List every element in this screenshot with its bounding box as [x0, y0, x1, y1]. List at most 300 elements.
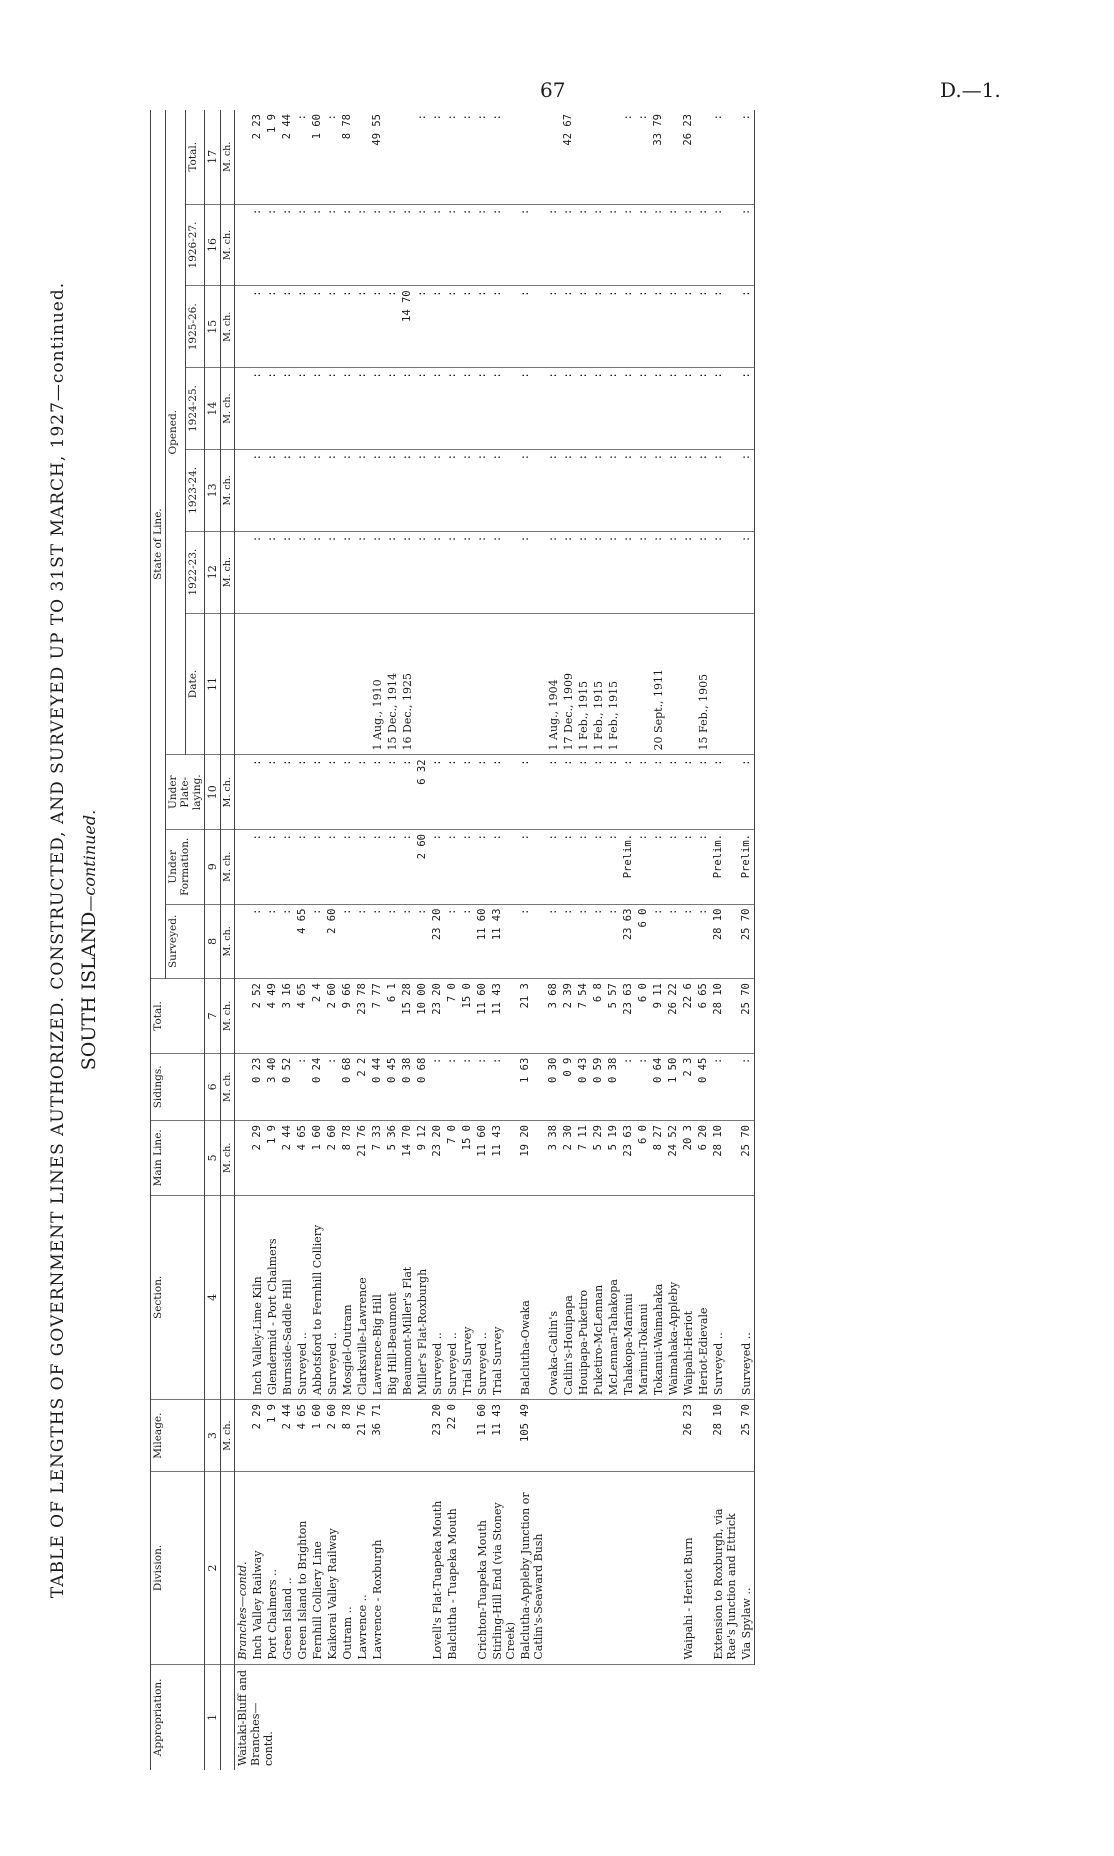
- opened-1922-cell: [235, 531, 251, 613]
- opened-1926-cell: :: [370, 204, 385, 286]
- table-row: [235, 110, 251, 1770]
- mileage-cell: [651, 1400, 666, 1472]
- opened-1924-cell: :: [325, 368, 340, 450]
- opened-1924-cell: [235, 368, 251, 450]
- under-formation-cell: :: [265, 830, 280, 905]
- under-plate-laying-cell: :: [739, 755, 755, 830]
- unit-label: M. ch.: [221, 110, 235, 204]
- opened-total-cell: 42 67: [561, 110, 576, 204]
- date-opened-cell: [280, 613, 295, 755]
- under-plate-laying-cell: :: [518, 755, 546, 830]
- table-row: [490, 110, 518, 1770]
- surveyed-cell: :: [546, 904, 561, 979]
- opened-1925-cell: :: [666, 286, 681, 368]
- opened-1922-cell: :: [385, 531, 400, 613]
- section-cell: Abbotsford to Fernhill Colliery: [310, 1195, 325, 1399]
- surveyed-cell: :: [606, 904, 621, 979]
- col-mileage: Mileage.: [151, 1400, 205, 1472]
- date-opened-cell: [355, 613, 370, 755]
- opened-1926-cell: :: [445, 204, 460, 286]
- opened-total-cell: [696, 110, 711, 204]
- table-row: [430, 110, 445, 1770]
- opened-1924-cell: :: [385, 368, 400, 450]
- section-cell: Miller's Flat-Roxburgh: [415, 1195, 430, 1399]
- unit-label: M. ch.: [221, 830, 235, 905]
- date-opened-cell: [739, 613, 755, 755]
- opened-1926-cell: :: [651, 204, 666, 286]
- main-line-cell: 5 29: [591, 1121, 606, 1196]
- opened-1923-cell: :: [280, 449, 295, 531]
- mileage-cell: 28 10: [711, 1400, 739, 1472]
- total-cell: 15 28: [400, 979, 415, 1054]
- opened-total-cell: :: [739, 110, 755, 204]
- mileage-cell: 11 60: [475, 1400, 490, 1472]
- opened-1926-cell: :: [621, 204, 636, 286]
- opened-1924-cell: :: [355, 368, 370, 450]
- column-number: 16: [205, 204, 221, 286]
- opened-1922-cell: :: [591, 531, 606, 613]
- mileage-cell: [591, 1400, 606, 1472]
- date-opened-cell: [265, 613, 280, 755]
- table-subtitle: [78, 110, 100, 1770]
- date-opened-cell: 1 Feb., 1915: [591, 613, 606, 755]
- surveyed-cell: :: [370, 904, 385, 979]
- unit-row: [221, 110, 235, 1770]
- date-opened-cell: [430, 613, 445, 755]
- opened-total-cell: :: [475, 110, 490, 204]
- under-formation-cell: :: [576, 830, 591, 905]
- surveyed-cell: :: [280, 904, 295, 979]
- opened-1924-cell: :: [576, 368, 591, 450]
- division-cell: [385, 1472, 400, 1664]
- opened-1923-cell: :: [445, 449, 460, 531]
- opened-1926-cell: :: [561, 204, 576, 286]
- col-under-formation: Under Formation.: [166, 830, 205, 905]
- sidings-cell: 0 30: [546, 1053, 561, 1120]
- surveyed-cell: :: [310, 904, 325, 979]
- surveyed-cell: :: [400, 904, 415, 979]
- opened-total-cell: :: [325, 110, 340, 204]
- surveyed-cell: :: [681, 904, 696, 979]
- sidings-cell: 0 24: [310, 1053, 325, 1120]
- sidings-cell: 2 3: [681, 1053, 696, 1120]
- mileage-cell: 4 65: [295, 1400, 310, 1472]
- opened-1923-cell: :: [681, 449, 696, 531]
- mileage-cell: [385, 1400, 400, 1472]
- division-cell: Green Island to Brighton: [295, 1472, 310, 1664]
- division-cell: Outram ..: [340, 1472, 355, 1664]
- opened-1923-cell: :: [340, 449, 355, 531]
- main-line-cell: 1 9: [265, 1121, 280, 1196]
- opened-1923-cell: :: [310, 449, 325, 531]
- under-formation-cell: :: [546, 830, 561, 905]
- mileage-cell: [546, 1400, 561, 1472]
- surveyed-cell: 11 43: [490, 904, 518, 979]
- opened-1924-cell: :: [561, 368, 576, 450]
- under-formation-cell: :: [591, 830, 606, 905]
- table-row: [415, 110, 430, 1770]
- opened-1922-cell: :: [310, 531, 325, 613]
- opened-total-cell: :: [415, 110, 430, 204]
- sidings-cell: :: [295, 1053, 310, 1120]
- date-opened-cell: [295, 613, 310, 755]
- sidings-cell: 0 45: [696, 1053, 711, 1120]
- opened-1923-cell: :: [475, 449, 490, 531]
- opened-1923-cell: :: [250, 449, 265, 531]
- opened-1922-cell: :: [265, 531, 280, 613]
- surveyed-cell: :: [340, 904, 355, 979]
- main-line-cell: 2 29: [250, 1121, 265, 1196]
- table-row: [561, 110, 576, 1770]
- main-line-cell: 6 20: [696, 1121, 711, 1196]
- opened-1926-cell: :: [265, 204, 280, 286]
- col-appropriation: Appropriation.: [151, 1664, 205, 1770]
- total-cell: 6 1: [385, 979, 400, 1054]
- main-line-cell: 7 33: [370, 1121, 385, 1196]
- under-plate-laying-cell: 6 32: [415, 755, 430, 830]
- section-cell: Catlin's-Houipapa: [561, 1195, 576, 1399]
- unit-label: [221, 1472, 235, 1664]
- total-cell: [235, 979, 251, 1054]
- column-number: 1: [205, 1664, 221, 1770]
- date-opened-cell: [445, 613, 460, 755]
- date-opened-cell: [490, 613, 518, 755]
- surveyed-cell: :: [355, 904, 370, 979]
- under-formation-cell: :: [310, 830, 325, 905]
- main-line-cell: 11 60: [475, 1121, 490, 1196]
- opened-total-cell: 33 79: [651, 110, 666, 204]
- column-number: 5: [205, 1121, 221, 1196]
- opened-1922-cell: :: [475, 531, 490, 613]
- under-formation-cell: Prelim.: [739, 830, 755, 905]
- opened-1926-cell: :: [739, 204, 755, 286]
- under-formation-cell: :: [636, 830, 651, 905]
- opened-1922-cell: :: [621, 531, 636, 613]
- opened-1925-cell: :: [355, 286, 370, 368]
- under-formation-cell: :: [606, 830, 621, 905]
- section-cell: Surveyed ..: [739, 1195, 755, 1399]
- unit-label: M. ch.: [221, 449, 235, 531]
- opened-1922-cell: :: [576, 531, 591, 613]
- sidings-cell: 0 52: [280, 1053, 295, 1120]
- column-number: 13: [205, 449, 221, 531]
- sidings-cell: 0 45: [385, 1053, 400, 1120]
- opened-total-cell: :: [636, 110, 651, 204]
- mileage-cell: [235, 1400, 251, 1472]
- date-opened-cell: 1 Aug., 1910: [370, 613, 385, 755]
- subtitle-region: SOUTH ISLAND: [78, 911, 100, 1071]
- total-cell: 6 0: [636, 979, 651, 1054]
- table-titles: [40, 110, 140, 1770]
- section-cell: Heriot-Edievale: [696, 1195, 711, 1399]
- main-line-cell: 23 63: [621, 1121, 636, 1196]
- opened-1925-cell: :: [636, 286, 651, 368]
- division-cell: Branches—contd.: [235, 1472, 251, 1664]
- opened-1922-cell: :: [295, 531, 310, 613]
- under-plate-laying-cell: :: [445, 755, 460, 830]
- table-row: [340, 110, 355, 1770]
- unit-label: M. ch.: [221, 204, 235, 286]
- under-plate-laying-cell: :: [295, 755, 310, 830]
- under-plate-laying-cell: :: [325, 755, 340, 830]
- opened-1925-cell: :: [739, 286, 755, 368]
- opened-1924-cell: :: [370, 368, 385, 450]
- table-row: [518, 110, 546, 1770]
- under-formation-cell: :: [651, 830, 666, 905]
- total-cell: 2 39: [561, 979, 576, 1054]
- section-cell: Inch Valley-Lime Kiln: [250, 1195, 265, 1399]
- under-formation-cell: :: [490, 830, 518, 905]
- sidings-cell: :: [621, 1053, 636, 1120]
- total-cell: 2 4: [310, 979, 325, 1054]
- opened-1924-cell: :: [415, 368, 430, 450]
- main-line-cell: 19 20: [518, 1121, 546, 1196]
- under-formation-cell: :: [666, 830, 681, 905]
- opened-1923-cell: :: [370, 449, 385, 531]
- mileage-cell: 8 78: [340, 1400, 355, 1472]
- under-plate-laying-cell: :: [621, 755, 636, 830]
- opened-1926-cell: :: [666, 204, 681, 286]
- opened-1926-cell: :: [696, 204, 711, 286]
- table-row: [325, 110, 340, 1770]
- under-plate-laying-cell: :: [591, 755, 606, 830]
- opened-total-cell: [235, 110, 251, 204]
- under-plate-laying-cell: :: [430, 755, 445, 830]
- under-plate-laying-cell: :: [666, 755, 681, 830]
- table-row: [681, 110, 696, 1770]
- opened-1922-cell: :: [400, 531, 415, 613]
- unit-label: [221, 1195, 235, 1399]
- surveyed-cell: :: [415, 904, 430, 979]
- opened-1923-cell: :: [265, 449, 280, 531]
- main-line-cell: 9 12: [415, 1121, 430, 1196]
- subtitle-continued: —continued.: [80, 809, 99, 912]
- date-opened-cell: [340, 613, 355, 755]
- surveyed-cell: :: [561, 904, 576, 979]
- opened-1923-cell: :: [666, 449, 681, 531]
- opened-total-cell: 2 44: [280, 110, 295, 204]
- division-cell: [576, 1472, 591, 1664]
- sidings-cell: 1 63: [518, 1053, 546, 1120]
- under-plate-laying-cell: :: [475, 755, 490, 830]
- section-cell: Surveyed ..: [295, 1195, 310, 1399]
- main-line-cell: 25 70: [739, 1121, 755, 1196]
- total-cell: 23 78: [355, 979, 370, 1054]
- under-plate-laying-cell: [235, 755, 251, 830]
- opened-1924-cell: :: [340, 368, 355, 450]
- surveyed-cell: 25 70: [739, 904, 755, 979]
- date-opened-cell: [235, 613, 251, 755]
- mileage-cell: [666, 1400, 681, 1472]
- section-cell: Clarksville-Lawrence: [355, 1195, 370, 1399]
- under-formation-cell: :: [475, 830, 490, 905]
- opened-1925-cell: :: [591, 286, 606, 368]
- main-line-cell: 6 0: [636, 1121, 651, 1196]
- opened-1923-cell: :: [430, 449, 445, 531]
- opened-1924-cell: :: [651, 368, 666, 450]
- opened-1923-cell: :: [561, 449, 576, 531]
- division-cell: [591, 1472, 606, 1664]
- total-cell: 2 60: [325, 979, 340, 1054]
- mileage-cell: [561, 1400, 576, 1472]
- opened-1922-cell: :: [681, 531, 696, 613]
- opened-1925-cell: :: [561, 286, 576, 368]
- table-row: [460, 110, 475, 1770]
- opened-1924-cell: :: [400, 368, 415, 450]
- opened-1923-cell: :: [696, 449, 711, 531]
- opened-total-cell: :: [711, 110, 739, 204]
- opened-1924-cell: :: [250, 368, 265, 450]
- under-plate-laying-cell: :: [606, 755, 621, 830]
- total-cell: 3 16: [280, 979, 295, 1054]
- opened-1922-cell: :: [490, 531, 518, 613]
- main-line-cell: 1 60: [310, 1121, 325, 1196]
- section-cell: Glendermid - Port Chalmers: [265, 1195, 280, 1399]
- division-cell: [621, 1472, 636, 1664]
- division-cell: Lawrence - Roxburgh: [370, 1472, 385, 1664]
- opened-1923-cell: :: [355, 449, 370, 531]
- under-formation-cell: :: [430, 830, 445, 905]
- surveyed-cell: :: [591, 904, 606, 979]
- total-cell: 25 70: [739, 979, 755, 1054]
- main-line-cell: 7 11: [576, 1121, 591, 1196]
- opened-1926-cell: :: [310, 204, 325, 286]
- total-cell: 28 10: [711, 979, 739, 1054]
- opened-1926-cell: :: [591, 204, 606, 286]
- opened-1922-cell: :: [280, 531, 295, 613]
- opened-total-cell: 8 78: [340, 110, 355, 204]
- table-row: [651, 110, 666, 1770]
- date-opened-cell: [475, 613, 490, 755]
- col-opened-total: Total.: [185, 110, 205, 204]
- unit-label: M. ch.: [221, 1121, 235, 1196]
- opened-total-cell: 1 9: [265, 110, 280, 204]
- mileage-cell: 26 23: [681, 1400, 696, 1472]
- table-row: [636, 110, 651, 1770]
- mileage-cell: [415, 1400, 430, 1472]
- opened-1923-cell: :: [711, 449, 739, 531]
- sidings-cell: 0 64: [651, 1053, 666, 1120]
- opened-total-cell: 1 60: [310, 110, 325, 204]
- opened-1922-cell: :: [445, 531, 460, 613]
- division-cell: Waipahi - Heriot Burn: [681, 1472, 696, 1664]
- opened-1926-cell: :: [636, 204, 651, 286]
- opened-1924-cell: :: [295, 368, 310, 450]
- col-sidings: Sidings.: [151, 1053, 205, 1120]
- under-plate-laying-cell: :: [310, 755, 325, 830]
- opened-1926-cell: :: [355, 204, 370, 286]
- total-cell: 5 57: [606, 979, 621, 1054]
- date-opened-cell: [518, 613, 546, 755]
- table-row: [621, 110, 636, 1770]
- division-cell: Green Island ..: [280, 1472, 295, 1664]
- surveyed-cell: :: [385, 904, 400, 979]
- sidings-cell: :: [490, 1053, 518, 1120]
- opened-1923-cell: :: [385, 449, 400, 531]
- under-formation-cell: :: [370, 830, 385, 905]
- unit-label: M. ch.: [221, 755, 235, 830]
- division-cell: [606, 1472, 621, 1664]
- opened-1922-cell: :: [666, 531, 681, 613]
- mileage-cell: [400, 1400, 415, 1472]
- unit-label: M. ch.: [221, 368, 235, 450]
- date-opened-cell: [681, 613, 696, 755]
- opened-1925-cell: :: [696, 286, 711, 368]
- division-cell: Stirling-Hill End (via Stoney Creek): [490, 1472, 518, 1664]
- surveyed-cell: 4 65: [295, 904, 310, 979]
- surveyed-cell: 23 63: [621, 904, 636, 979]
- unit-label: [221, 1664, 235, 1770]
- mileage-cell: 11 43: [490, 1400, 518, 1472]
- division-cell: Port Chalmers ..: [265, 1472, 280, 1664]
- sidings-cell: 1 50: [666, 1053, 681, 1120]
- opened-1925-cell: :: [250, 286, 265, 368]
- table-row: [445, 110, 460, 1770]
- under-formation-cell: :: [340, 830, 355, 905]
- column-number: 2: [205, 1472, 221, 1664]
- opened-total-cell: 49 55: [370, 110, 385, 204]
- opened-total-cell: [355, 110, 370, 204]
- col-state-of-line: State of Line.: [151, 110, 166, 979]
- surveyed-cell: :: [265, 904, 280, 979]
- mileage-cell: 2 44: [280, 1400, 295, 1472]
- table-row: [711, 110, 739, 1770]
- under-plate-laying-cell: :: [370, 755, 385, 830]
- opened-1924-cell: :: [460, 368, 475, 450]
- opened-1925-cell: :: [460, 286, 475, 368]
- opened-total-cell: [606, 110, 621, 204]
- date-opened-cell: 1 Feb., 1915: [606, 613, 621, 755]
- total-cell: 6 8: [591, 979, 606, 1054]
- sidings-cell: :: [430, 1053, 445, 1120]
- total-cell: 4 49: [265, 979, 280, 1054]
- date-opened-cell: [310, 613, 325, 755]
- mileage-cell: 25 70: [739, 1400, 755, 1472]
- section-cell: Burnside-Saddle Hill: [280, 1195, 295, 1399]
- table-title: TABLE OF LENGTHS OF GOVERNMENT LINES AUTHORIZED. CONSTRUCTED, AND SURVEYED UP TO 31ST MARCH, 1927—continued.: [48, 281, 68, 1599]
- section-cell: Puketiro-McLennan: [591, 1195, 606, 1399]
- division-cell: Extension to Roxburgh, via Rae's Junction and Ettrick: [711, 1472, 739, 1664]
- table-row: [696, 110, 711, 1770]
- main-line-cell: 21 76: [355, 1121, 370, 1196]
- sidings-cell: :: [636, 1053, 651, 1120]
- opened-1926-cell: :: [460, 204, 475, 286]
- surveyed-cell: :: [518, 904, 546, 979]
- under-formation-cell: :: [561, 830, 576, 905]
- under-formation-cell: :: [325, 830, 340, 905]
- opened-1926-cell: :: [280, 204, 295, 286]
- mileage-cell: 2 60: [325, 1400, 340, 1472]
- surveyed-cell: :: [460, 904, 475, 979]
- total-cell: 10 00: [415, 979, 430, 1054]
- main-line-cell: 2 44: [280, 1121, 295, 1196]
- division-cell: [400, 1472, 415, 1664]
- mileage-cell: [606, 1400, 621, 1472]
- total-cell: 4 65: [295, 979, 310, 1054]
- table-row: [591, 110, 606, 1770]
- opened-1926-cell: :: [576, 204, 591, 286]
- opened-1924-cell: :: [475, 368, 490, 450]
- division-cell: Lawrence ..: [355, 1472, 370, 1664]
- division-cell: [636, 1472, 651, 1664]
- table-body: [235, 110, 755, 1770]
- col-main-line: Main Line.: [151, 1121, 205, 1196]
- appropriation-cell: Waitaki-Bluff and Branches—contd.: [236, 1670, 275, 1766]
- main-line-cell: 5 36: [385, 1121, 400, 1196]
- table-row: [295, 110, 310, 1770]
- under-plate-laying-cell: :: [355, 755, 370, 830]
- col-under-plate-laying: Under Plate-laying.: [166, 755, 205, 830]
